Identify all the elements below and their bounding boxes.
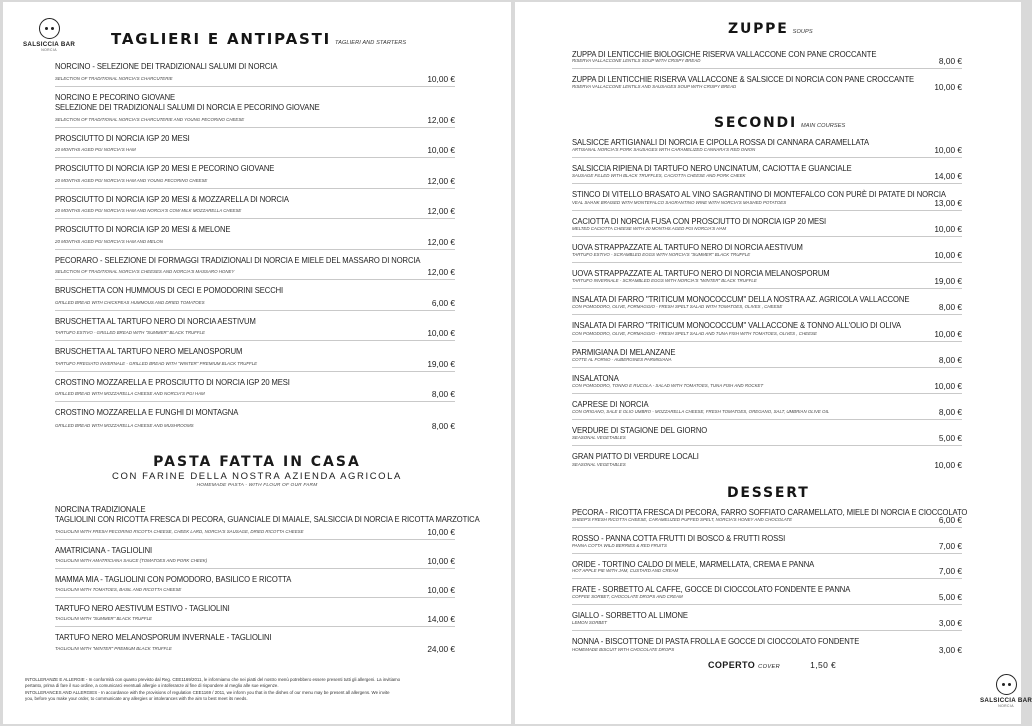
menu-item-description: CON POMODORO, OLIVE, FORMAGGIO - FRESH SPELT SALAD AND TUNA FISH WITH TOMATOES, OLIVES , CHEESE	[572, 331, 817, 337]
zuppe-title: ZUPPE	[728, 21, 789, 37]
menu-item-price: 10,00 €	[427, 145, 455, 155]
menu-item-price: 10,00 €	[427, 328, 455, 338]
menu-item-price: 5,00 €	[938, 433, 962, 444]
menu-item-description: 20 MONTHS AGED PGI NORCIA'S HAM AND NORCIA'S COW MILK MOZZARELLA CHEESE	[55, 209, 242, 214]
menu-item-name-line-2: TAGLIOLINI CON RICOTTA FRESCA DI PECORA, GUANCIALE DI MAIALE, SALSICCIA DI NORCIA E RICOTTA MARZOTICA	[55, 514, 480, 524]
menu-item-description: LEMON SORBET	[572, 620, 607, 626]
menu-item-description: HOT APPLE PIE WITH JAM, CUSTARD AND CREAM	[572, 569, 679, 575]
zuppe-heading	[728, 20, 813, 38]
menu-item-price: 12,00 €	[427, 206, 455, 216]
menu-item-description: RISERVA VALLACCONE LENTILS AND SAUSAGES SOUP WITH CRISPY BREAD	[572, 85, 737, 90]
menu-item-name: SALSICCE ARTIGIANALI DI NORCIA E CIPOLLA ROSSA DI CANNARA CARAMELLATA	[572, 137, 869, 147]
menu-item	[572, 342, 962, 368]
brand-location-footer: NORCIA	[998, 704, 1014, 708]
menu-item-description: PANNA COTTA WILD BERRIES & RED FRUITS	[572, 543, 667, 549]
taglieri-title: TAGLIERI E ANTIPASTI	[111, 30, 332, 48]
menu-item-name: MAMMA MIA - TAGLIOLINI CON POMODORO, BASILICO E RICOTTA	[55, 574, 292, 584]
menu-item-name: ORIDE - TORTINO CALDO DI MELE, MARMELLATA, CREMA E PANNA	[572, 558, 815, 569]
menu-item	[572, 211, 962, 237]
taglieri-list	[55, 56, 455, 433]
menu-item-name: ZUPPA DI LENTICCHIE RISERVA VALLACCONE & SALSICCE DI NORCIA CON PANE CROCCANTE	[572, 74, 915, 84]
menu-item-name: UOVA STRAPPAZZATE AL TARTUFO NERO DI NORCIA MELANOSPORUM	[572, 267, 830, 278]
menu-item-name: NORCINO - SELEZIONE DEI TRADIZIONALI SALUMI DI NORCIA	[55, 61, 278, 71]
menu-item-name: ZUPPA DI LENTICCHIE BIOLOGICHE RISERVA VALLACCONE CON PANE CROCCANTE	[572, 49, 877, 59]
allergen-en-line-1: INTOLLERANCES AND ALLERGIES - In accordance with the provisions of regulation CEE1169 / 2011, we inform you that in the dishes of our menu may be present all allergens. We invite	[25, 689, 390, 695]
dessert-heading	[727, 484, 810, 502]
menu-item-description: 20 MONTHS AGED PGI NORCIA'S HAM AND YOUNG PECORINO CHEESE	[55, 178, 208, 184]
menu-item-description: TAGLIOLINI WITH "SUMMER" BLACK TRUFFLE	[55, 617, 152, 622]
menu-page-left	[3, 2, 511, 724]
menu-item-name: BRUSCHETTA CON HUMMOUS DI CECI E POMODORINI SECCHI	[55, 285, 284, 295]
pasta-title: PASTA FATTA IN CASA	[153, 454, 361, 470]
menu-item-price: 14,00 €	[934, 171, 962, 182]
menu-item-name: SALSICCIA RIPIENA DI TARTUFO NERO UNCINATUM, CACIOTTA E GUANCIALE	[572, 163, 852, 174]
menu-item-description: ARTISANAL NORCIA'S PORK SAUSAGES WITH CARAMELIZED CANNARA'S RED ONION	[572, 148, 756, 154]
menu-item-price: 5,00 €	[938, 592, 962, 603]
coperto-label: COPERTO	[708, 660, 756, 670]
menu-item-description: GRILLED BREAD WITH CHICKPEAS HUMMOUS AND DRIED TOMATOES	[55, 300, 205, 306]
menu-item-description: GRILLED BREAD WITH MOZZARELLA CHEESE AND MUSHROOMS	[55, 423, 194, 429]
secondi-list	[572, 132, 962, 472]
menu-item-name: TARTUFO NERO AESTIVUM ESTIVO - TAGLIOLINI	[55, 603, 230, 613]
menu-item-description: 20 MONTHS AGED PGI NORCIA'S HAM	[55, 148, 136, 153]
menu-item	[572, 315, 962, 341]
menu-item-name: AMATRICIANA - TAGLIOLINI	[55, 545, 153, 555]
pasta-list	[55, 499, 480, 656]
menu-item-description: CON POMODORO, OLIVE, FORMAGGIO - FRESH SPELT SALAD WITH TOMATOES, OLIVES , CHEESE	[572, 305, 783, 311]
pasta-subtitle: CON FARINE DELLA NOSTRA AZIENDA AGRICOLA	[112, 471, 402, 482]
dessert-title: DESSERT	[727, 485, 810, 501]
menu-item-price: 8,00 €	[938, 56, 962, 66]
menu-item-name: PECORA - RICOTTA FRESCA DI PECORA, FARRO SOFFIATO CARAMELLATO, MIELE DI NORCIA E CIOCCOLATO	[572, 507, 968, 517]
menu-item-name: NORCINO E PECORINO GIOVANE	[55, 91, 176, 102]
menu-item-price: 12,00 €	[427, 236, 455, 247]
menu-item-price: 12,00 €	[427, 175, 455, 186]
menu-item	[572, 132, 962, 158]
menu-item-name: INSALATONA	[572, 372, 619, 383]
logo-face-icon	[996, 674, 1017, 695]
menu-item	[572, 446, 962, 472]
menu-item-price: 3,00 €	[938, 617, 962, 628]
menu-item	[55, 158, 455, 189]
menu-item	[55, 250, 455, 281]
menu-item-description: 20 MONTHS AGED PGI NORCIA'S HAM AND MELON	[55, 239, 163, 245]
menu-item	[55, 311, 455, 342]
menu-item-name: CROSTINO MOZZARELLA E PROSCIUTTO DI NORCIA IGP 20 MESI	[55, 376, 290, 387]
coperto-line	[708, 660, 836, 670]
menu-item-price: 14,00 €	[427, 614, 455, 624]
secondi-heading	[714, 114, 845, 132]
menu-item-price: 8,00 €	[431, 389, 455, 399]
menu-item-name: ROSSO - PANNA COTTA FRUTTI DI BOSCO & FRUTTI ROSSI	[572, 532, 786, 543]
menu-item	[572, 420, 962, 446]
menu-item	[572, 631, 962, 657]
menu-item-price: 10,00 €	[427, 556, 455, 566]
menu-item-name: FRATE - SORBETTO AL CAFFE, GOCCE DI CIOCCOLATO FONDENTE E PANNA	[572, 584, 851, 595]
menu-item	[55, 341, 455, 372]
allergen-en-line-2: you, before you make your order, to communicate any allergies or intolerances with the aim to best meet its needs.	[25, 696, 248, 702]
menu-item-price: 8,00 €	[938, 407, 962, 418]
menu-item-price: 6,00 €	[431, 297, 455, 308]
menu-item	[572, 579, 962, 605]
menu-item-price: 10,00 €	[934, 249, 962, 260]
taglieri-heading	[111, 30, 406, 49]
menu-item-description: HOMEMADE BISCUIT WITH CHOCOLATE DROPS	[572, 647, 675, 653]
menu-item-price: 10,00 €	[934, 145, 962, 156]
menu-item-price: 19,00 €	[427, 358, 455, 369]
menu-item-description: SEASONAL VEGETABLES	[572, 436, 626, 442]
menu-item-price: 10,00 €	[934, 328, 962, 339]
menu-item-name: STINCO DI VITELLO BRASATO AL VINO SAGRANTINO DI MONTEFALCO CON PURÈ DI PATATE DI NORCIA	[572, 189, 946, 200]
coperto-price: 1,50 €	[810, 660, 837, 670]
brand-location: NORCIA	[41, 48, 57, 52]
menu-item	[572, 263, 962, 289]
brand-logo	[23, 18, 75, 52]
menu-item	[572, 554, 962, 580]
menu-item-name: PARMIGIANA DI MELANZANE	[572, 346, 676, 357]
allergen-notice	[25, 677, 480, 703]
menu-item-name: NORCINA TRADIZIONALE	[55, 504, 146, 514]
menu-item-description: MELTED CACIOTTA CHEESE WITH 20 MONTHS AGED PGI NORCIA'S HAM	[572, 226, 727, 232]
menu-item	[55, 540, 455, 569]
menu-item	[55, 87, 455, 128]
allergen-it-line-2: pertanto, prima di fare il suo ordine, a comunicarci eventuali allergie o intolleranze al fine di rispondere al meglio alle sue esigenze.	[25, 683, 279, 689]
menu-item-name: BRUSCHETTA AL TARTUFO NERO MELANOSPORUM	[55, 346, 243, 356]
menu-item	[572, 69, 962, 94]
menu-item	[572, 184, 962, 210]
menu-item-description: VEAL SHANK BRAISED WITH MONTEFALCO SAGRANTINO WINE WITH NORCIA'S MASHED POTATOES	[572, 200, 787, 206]
menu-item-name: PROSCIUTTO DI NORCIA IGP 20 MESI E PECORINO GIOVANE	[55, 163, 275, 173]
menu-item-description: SELECTION OF TRADITIONAL NORCIA'S CHEESES AND NORCIA'S MASSARO HONEY	[55, 270, 235, 275]
menu-item	[55, 128, 455, 159]
menu-item-name: PROSCIUTTO DI NORCIA IGP 20 MESI	[55, 132, 190, 143]
menu-item-name: INSALATA DI FARRO "TRITICUM MONOCOCCUM" DELLA NOSTRA AZ. AGRICOLA VALLACCONE	[572, 294, 910, 305]
menu-item-description: COFFEE SORBET, CHOCOLATE DROPS AND CREAM	[572, 595, 683, 601]
menu-item-price: 10,00 €	[427, 527, 455, 537]
menu-item-price: 6,00 €	[938, 514, 962, 525]
menu-item-description: SELECTION OF TRADITIONAL NORCIA'S CHARCUTERIE AND YOUNG PECORINO CHEESE	[55, 117, 245, 123]
taglieri-subtitle: TAGLIERI AND STARTERS	[335, 40, 407, 46]
menu-item-description: RISERVA VALLACCONE LENTILS SOUP WITH CRISPY BREAD	[572, 59, 701, 64]
menu-item-description: SELECTION OF TRADITIONAL NORCIA'S CHARCUTERIE	[55, 76, 173, 82]
menu-item-price: 10,00 €	[427, 73, 455, 84]
menu-item-description: TAGLIOLINI WITH TOMATOES, BASIL AND RICOTTA CHEESE	[55, 588, 182, 593]
menu-item-price: 10,00 €	[427, 585, 455, 595]
menu-item-name: VERDURE DI STAGIONE DEL GIORNO	[572, 425, 708, 436]
menu-item	[572, 502, 968, 528]
menu-item-price: 12,00 €	[427, 114, 455, 125]
menu-item-name: CAPRESE DI NORCIA	[572, 398, 649, 409]
menu-item-price: 8,00 €	[938, 302, 962, 313]
menu-item-name-line-2: SELEZIONE DEI TRADIZIONALI SALUMI DI NORCIA E PECORINO GIOVANE	[55, 101, 320, 112]
menu-item-description: SHEEP'S FRESH RICOTTA CHEESE, CARAMELIZED PUFFED SPELT, NORCIA'S HONEY AND CHOCOLATE	[572, 517, 793, 523]
menu-item-description: GRILLED BREAD WITH MOZZARELLA CHEESE AND NORCIA'S PGI HAM	[55, 392, 205, 397]
menu-item-description: TAGLIOLINI WITH AMATRICIANA SAUCE (TOMATOES AND PORK CHEEK)	[55, 559, 208, 564]
menu-item-description: TARTUFO ESTIVO - GRILLED BREAD WITH "SUMMER" BLACK TRUFFLE	[55, 331, 205, 336]
zuppe-list	[572, 44, 962, 94]
menu-item-description: TARTUFO PREGIATO INVERNALE - GRILLED BREAD WITH "WINTER" PREMIUM BLACK TRUFFLE	[55, 361, 258, 367]
menu-item-description: COTTE AL FORNO - AUBERGINES PARMIGIANA	[572, 357, 672, 363]
menu-item	[55, 280, 455, 311]
menu-item-price: 24,00 €	[427, 644, 455, 654]
menu-item	[572, 528, 962, 554]
menu-item	[55, 598, 455, 627]
zuppe-subtitle: SOUPS	[792, 29, 813, 35]
menu-item	[55, 569, 455, 598]
menu-item	[572, 368, 962, 394]
menu-item-name: GRAN PIATTO DI VERDURE LOCALI	[572, 451, 699, 462]
menu-item-price: 10,00 €	[934, 82, 962, 92]
menu-item	[55, 372, 455, 403]
menu-item-price: 7,00 €	[938, 540, 962, 551]
brand-logo-footer	[980, 674, 1032, 708]
menu-item	[55, 56, 455, 87]
brand-name-footer: SALSICCIA BAR	[980, 697, 1032, 704]
menu-item-price: 8,00 €	[431, 420, 455, 431]
menu-item	[55, 402, 455, 433]
menu-item-name: TARTUFO NERO MELANOSPORUM INVERNALE - TAGLIOLINI	[55, 632, 272, 642]
secondi-subtitle: MAIN COURSES	[800, 123, 846, 129]
menu-item	[572, 237, 962, 263]
menu-item	[572, 44, 962, 69]
menu-item	[55, 189, 455, 220]
menu-item-description: CON ORIGANO, SALE E OLIO UMBRO - MOZZARELLA CHEESE, FRESH TOMATOES, OREGANO, SALT, UMBRIAN OLIVE OIL	[572, 410, 830, 416]
menu-item-description: SEASONAL VEGETABLES	[572, 463, 626, 469]
menu-item	[572, 289, 962, 315]
menu-item-description: TARTUFO ESTIVO - SCRAMBLED EGGS WITH NORCIA'S "SUMMER" BLACK TRUFFLE	[572, 252, 751, 258]
menu-item-price: 10,00 €	[934, 380, 962, 391]
menu-item-name: PROSCIUTTO DI NORCIA IGP 20 MESI & MELONE	[55, 224, 231, 234]
dessert-list	[572, 502, 968, 657]
menu-item-price: 7,00 €	[938, 566, 962, 577]
menu-item-description: TAGLIOLINI WITH "WINTER" PREMIUM BLACK TRUFFLE	[55, 647, 172, 652]
menu-item-name: NONNA - BISCOTTONE DI PASTA FROLLA E GOCCE DI CIOCCOLATO FONDENTE	[572, 635, 860, 646]
coperto-sub: COVER	[758, 664, 781, 670]
brand-name: SALSICCIA BAR	[23, 41, 76, 48]
menu-item-description: TAGLIOLINI WITH FRESH PECORINO RICOTTA CHEESE, CHEEK LARD, NORCIA'S SAUSAGE, DRIED RICOTTA CHEESE	[55, 530, 304, 535]
pasta-note: HOMEMADE PASTA - WITH FLOUR OF OUR FARM	[196, 483, 318, 488]
menu-item-name: PROSCIUTTO DI NORCIA IGP 20 MESI & MOZZARELLA DI NORCIA	[55, 193, 289, 204]
menu-item-price: 3,00 €	[938, 644, 962, 655]
logo-face-icon	[39, 18, 60, 39]
menu-item-description: CON POMODORO, TONNO E RUCOLA - SALAD WITH TOMATOES, TUNA FISH AND ROCKET	[572, 383, 764, 389]
menu-item-name: PECORARO - SELEZIONE DI FORMAGGI TRADIZIONALI DI NORCIA E MIELE DEL MASSARO DI NORCIA	[55, 254, 421, 265]
menu-item	[55, 627, 455, 656]
menu-item-price: 19,00 €	[934, 276, 962, 287]
menu-item-price: 10,00 €	[934, 223, 962, 234]
menu-item-name: UOVA STRAPPAZZATE AL TARTUFO NERO DI NORCIA AESTIVUM	[572, 241, 803, 252]
menu-item-description: TARTUFO INVERNALE - SCRAMBLED EGGS WITH NORCIA'S "WINTER" BLACK TRUFFLE	[572, 279, 757, 285]
allergen-it-line-1: INTOLLERANZE E ALLERGIE - In conformità con quanto previsto dal Reg. CEE1169/2011, le informiamo che nei piatti del nostro menù potrebbero essere presenti tutti gli allergeni. La invitiamo	[25, 677, 401, 682]
menu-item-name: CACIOTTA DI NORCIA FUSA CON PROSCIUTTO DI NORCIA IGP 20 MESI	[572, 215, 827, 226]
menu-item	[572, 158, 962, 184]
pasta-heading	[3, 454, 511, 488]
menu-item	[572, 394, 962, 420]
menu-item-name: CROSTINO MOZZARELLA E FUNGHI DI MONTAGNA	[55, 407, 239, 417]
menu-item-price: 13,00 €	[934, 197, 962, 208]
menu-item	[572, 605, 962, 631]
menu-item	[55, 499, 480, 540]
menu-item-name: INSALATA DI FARRO "TRITICUM MONOCOCCUM" VALLACCONE & TONNO ALL'OLIO DI OLIVA	[572, 320, 902, 331]
menu-item-price: 12,00 €	[427, 267, 455, 277]
menu-item-price: 8,00 €	[938, 354, 962, 365]
menu-item	[55, 219, 455, 250]
menu-item-name: BRUSCHETTA AL TARTUFO NERO DI NORCIA AESTIVUM	[55, 315, 256, 326]
menu-item-price: 10,00 €	[934, 460, 962, 471]
secondi-title: SECONDI	[714, 115, 797, 131]
menu-item-description: SAUSAGE FILLED WITH BLACK TRUFFLES, CACIOTTA CHEESE AND PORK CHEEK	[572, 174, 746, 180]
menu-item-name: GIALLO - SORBETTO AL LIMONE	[572, 610, 688, 621]
menu-page-right	[515, 2, 1032, 724]
